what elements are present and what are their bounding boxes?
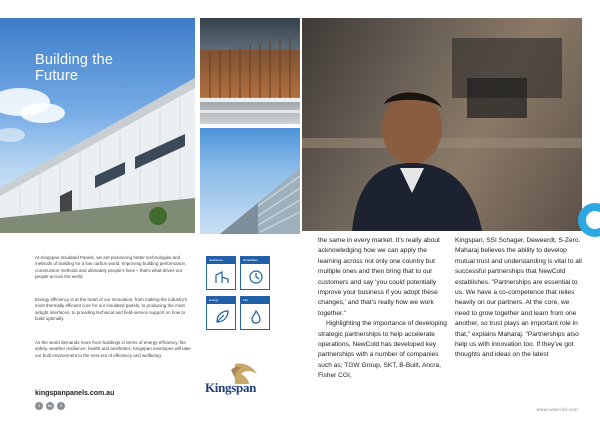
hero-title [35,52,113,84]
feature-label: Aesthetics [207,257,235,264]
hero-image-warehouse [0,18,195,233]
column-2-paragraph-1: Kingspan, SSI Schager, Deweerdt, S-Zero. Maharaj believes the ability to develop mutual trust and understanding is vital to all successful partnerships that NewCold establishes. "Partnerships are essential to us. We have a co-competence that relies heavily on our partners. At the core, we need to grow together and learn from one another, so trust plays an important role in that," explains Maharaj. "Partnerships also help us with innovation too. If they've got thoughts and ideas on the latest [455,237,582,359]
kingspan-wordmark: Kingspan [205,380,257,395]
building-icon [214,269,230,285]
linkedin-icon[interactable]: in [46,402,54,410]
clock-icon [248,269,264,285]
hero-title-line-2: Future [35,68,79,84]
image-grey-panel-facade [200,128,300,234]
image-timber-facade [200,18,300,124]
feature-label: Durabilities [241,257,269,264]
twitter-icon[interactable]: t [35,402,43,410]
column-1-paragraph-1: the same in every market. It's really about acknowledging how we can apply the learning across not only one country but multiple ones and then bring that to our customers and say 'you could potentially improve your business if you adopt these changes,' and that's really how we work together." [318,237,440,317]
article-column-1 [318,236,448,382]
flame-icon [248,309,264,325]
feature-energy [206,296,236,330]
accent-ring-decoration [578,203,600,237]
feature-fire [240,296,270,330]
right-page [300,0,600,424]
column-1-paragraph-2: Highlighting the importance of developing strategic partnerships to help accelerate operations, NewCold has developed key partnerships with a number of companies such as; TGW Group, SKT, B-Built, Ancra, Fisher CGI, [318,320,447,380]
warehouse-illustration [0,18,195,233]
hero-title-line-1: Building the [35,52,114,68]
feature-aesthetics [206,256,236,290]
photo-man-in-suit [302,18,582,231]
intro-paragraph: At Kingspan Insulated Panels, we are pioneering better technologies and methods of building for a low carbon world. Improving building performance, construction methods and ultimately people's lives – that's what drives our people across the world. [35,255,187,280]
website-link[interactable]: kingspanpanels.com.au [35,390,115,397]
footer-url[interactable]: www.newcold.com [536,407,578,412]
feature-durability [240,256,270,290]
future-paragraph: As the world demands more from buildings in terms of energy efficiency, fire safety, weather resilience, health and aesthetics, Kingspan envelopes will take our built environment to the next era of efficiency and wellbeing. [35,340,191,358]
energy-paragraph: Energy efficiency is at the heart of our innovation, from making the industry's most thermally efficient core for our insulated panels, to producing the most airtight interfaces, to providing technical and field-service support on how to build optimally. [35,297,188,322]
leaf-icon [214,309,230,325]
article-column-2 [455,236,582,361]
feature-label: Energy [207,297,235,304]
social-links [35,402,65,410]
feature-label: Fire [241,297,269,304]
facebook-icon[interactable]: f [57,402,65,410]
